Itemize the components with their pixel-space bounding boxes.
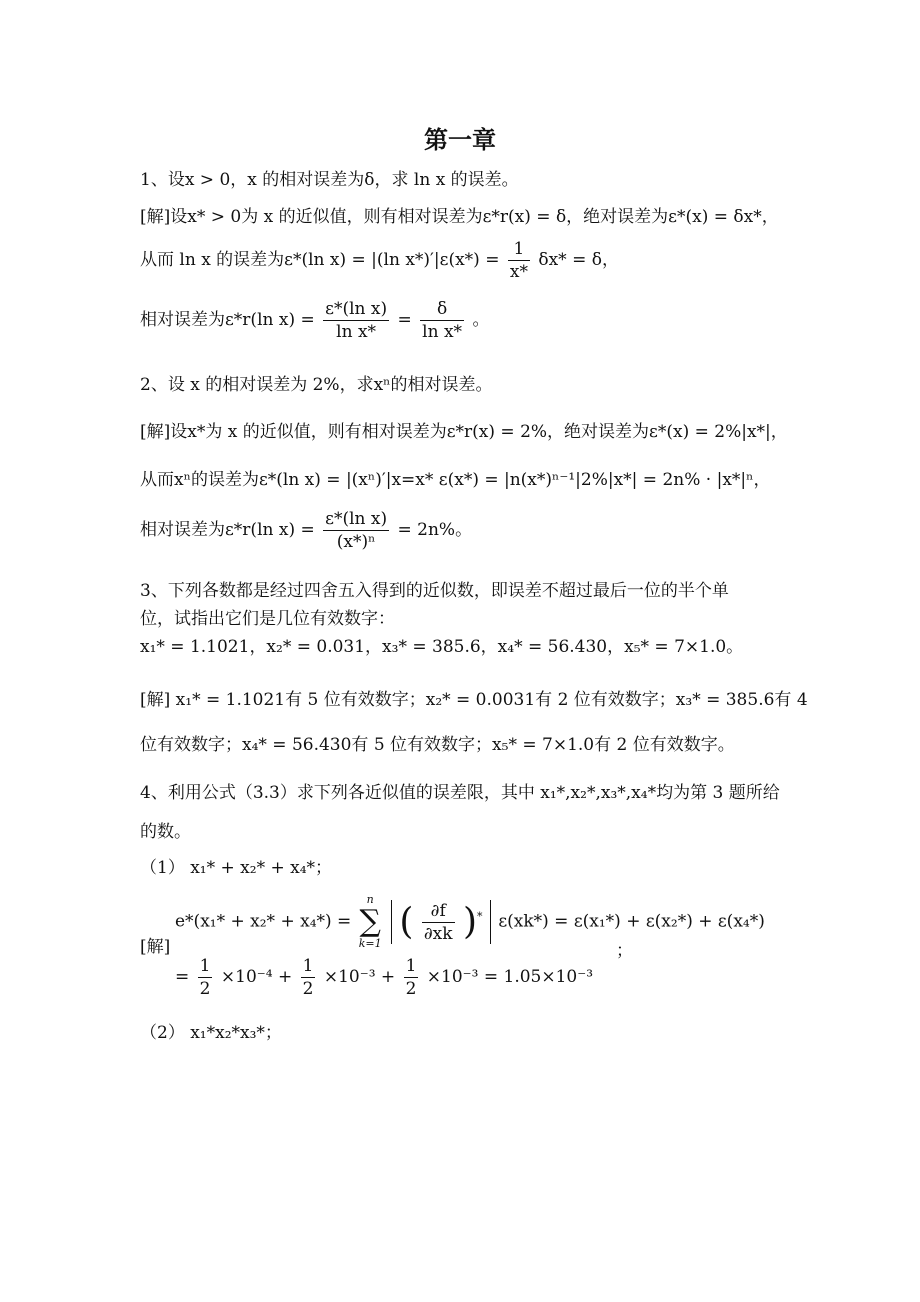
p4-df-den: ∂xk <box>423 923 453 944</box>
problem-4-jie-label: [解] <box>140 937 171 957</box>
problem-3-answer-line-2: 位有效数字；x₄* = 56.430有 5 位有效数字；x₅* = 7×1.0有 2 位有效数字。 <box>140 735 735 755</box>
problem-4-item-2: （2） x₁*x₂*x₃*； <box>140 1023 282 1043</box>
p2-s3-num: ε*(ln x) <box>325 509 388 529</box>
p4-half-2 <box>301 955 316 1000</box>
problem-2-question: 2、设 x 的相对误差为 2%，求xⁿ的相对误差。 <box>140 375 493 395</box>
p4-half-3-den: 2 <box>405 979 417 999</box>
abs-bar-left <box>391 900 392 944</box>
problem-3-question-line-2: 位，试指出它们是几位有效数字： <box>140 609 395 629</box>
p4-e1-lhs: e*(x₁* + x₂* + x₄*) = <box>175 911 352 932</box>
p1-s3-num1: ε*(ln x) <box>325 299 388 319</box>
p4-e2-eq: = <box>175 967 190 987</box>
p1-s3-den2: ln x* <box>422 322 463 342</box>
chapter-title: 第一章 <box>424 125 496 154</box>
summation-icon: n ∑ k=1 <box>358 893 382 950</box>
p4-e2-t2: ×10⁻³ + <box>323 967 396 987</box>
p4-half-2-den: 2 <box>302 979 314 999</box>
p4-e2-t3: ×10⁻³ = 1.05×10⁻³ <box>426 967 594 987</box>
p4-sum-bot: k=1 <box>358 937 382 950</box>
p4-e1-rhs: ε(xk*) = ε(x₁*) + ε(x₂*) + ε(x₄*) <box>498 911 765 932</box>
p4-half-1 <box>198 955 213 1000</box>
abs-bar-right <box>490 900 491 944</box>
p4-partial-fraction <box>422 900 455 945</box>
p1-s2-fraction <box>508 238 530 283</box>
problem-1-solution-line-2 <box>140 238 619 283</box>
problem-3-question-line-1: 3、下列各数都是经过四舍五入得到的近似数，即误差不超过最后一位的半个单 <box>140 581 729 601</box>
p1-s3-fraction-2 <box>420 298 464 343</box>
p1-s3-fraction-1 <box>323 298 389 343</box>
p2-s3-pre: 相对误差为ε*r(ln x) = <box>140 520 315 540</box>
p2-s3-post: = 2n%。 <box>397 520 473 540</box>
p1-s3-den1: ln x* <box>336 322 377 342</box>
problem-4-item-1: （1） x₁* + x₂* + x₄*； <box>140 858 333 878</box>
p1-s3-post: 。 <box>472 310 490 330</box>
p4-sum-top: n <box>366 893 374 906</box>
p4-half-1-den: 2 <box>199 979 211 999</box>
problem-4-equation-2 <box>175 955 593 1000</box>
p4-df-num: ∂f <box>422 900 455 923</box>
p1-s2-post: δx* = δ， <box>538 250 619 270</box>
p4-half-1-num: 1 <box>199 956 211 976</box>
problem-1-solution-line-3 <box>140 298 489 343</box>
p1-s3-pre: 相对误差为ε*r(ln x) = <box>140 310 315 330</box>
p4-e2-t1: ×10⁻⁴ + <box>220 967 293 987</box>
problem-2-solution-line-2: 从而xⁿ的误差为ε*(ln x) = |(xⁿ)′|x=x* ε(x*) = |n(x*)ⁿ⁻¹|2%|x*| = 2n% · |x*|ⁿ， <box>140 470 771 490</box>
problem-3-answer-line-1: [解] x₁* = 1.1021有 5 位有效数字；x₂* = 0.0031有 2 位有效数字；x₃* = 385.6有 4 <box>140 690 808 710</box>
problem-2-solution-line-3 <box>140 508 472 553</box>
p1-s2-pre: 从而 ln x 的误差为ε*(ln x) = |(ln x*)′|ε(x*) = <box>140 250 500 270</box>
p4-half-3-num: 1 <box>405 956 417 976</box>
p1-s2-den: x* <box>509 262 528 282</box>
p4-half-2-num: 1 <box>302 956 314 976</box>
problem-4-question-line-1: 4、利用公式（3.3）求下列各近似值的误差限，其中 x₁*,x₂*,x₃*,x₄*均为第 3 题所给 <box>140 783 780 803</box>
problem-4-question-line-2: 的数。 <box>140 822 191 842</box>
p4-half-3 <box>404 955 419 1000</box>
problem-4-equation-1: e*(x₁* + x₂* + x₄*) = n ∑ k=1 ( $\frac{\partial f}{\partial xk}$ )* ε(xk*) = ε(x₁*) + ε(x₂*) + ε(x₄*) <box>175 893 765 950</box>
problem-1-question: 1、设x > 0，x 的相对误差为δ，求 ln x 的误差。 <box>140 170 519 190</box>
p1-s3-eq: = <box>397 310 412 330</box>
problem-4-semicolon: ； <box>616 941 633 961</box>
p2-s3-den: (x*)ⁿ <box>336 532 376 552</box>
p1-s3-num2: δ <box>420 298 464 321</box>
problem-2-solution-line-1: [解]设x*为 x 的近似值，则有相对误差为ε*r(x) = 2%，绝对误差为ε*(x) = 2%|x*|， <box>140 422 788 442</box>
p1-s2-num: 1 <box>508 238 530 261</box>
p2-s3-fraction <box>323 508 389 553</box>
problem-3-values: x₁* = 1.1021，x₂* = 0.031，x₃* = 385.6，x₄* = 56.430，x₅* = 7×1.0。 <box>140 637 744 657</box>
problem-1-solution-line-1: [解]设x* > 0为 x 的近似值，则有相对误差为ε*r(x) = δ，绝对误差为ε*(x) = δx*， <box>140 207 779 227</box>
